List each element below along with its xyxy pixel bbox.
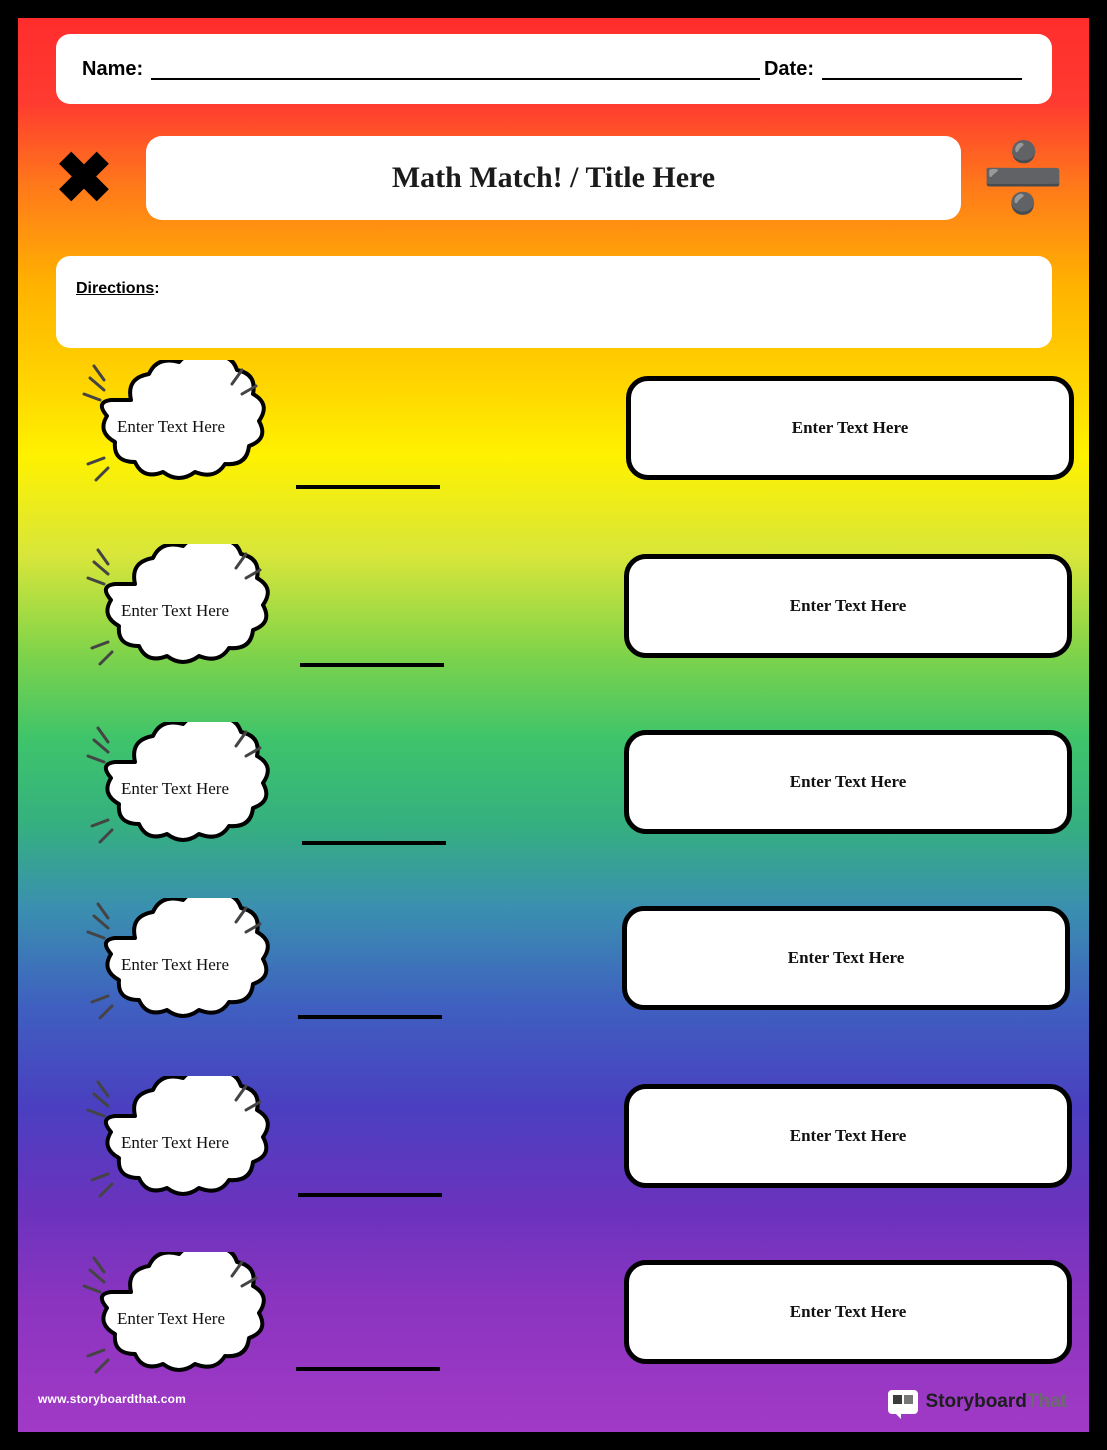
title-field[interactable] — [146, 136, 961, 220]
brand-name-secondary: That — [1026, 1391, 1067, 1412]
match-row — [18, 534, 1089, 710]
match-rows — [18, 358, 1089, 1414]
multiplication-icon: ✖ — [54, 139, 114, 217]
directions-label: Directions — [76, 280, 155, 297]
division-icon: ➗ — [980, 140, 1066, 216]
brand-name-primary: Storyboard — [925, 1391, 1027, 1412]
prompt-text: Enter Text Here — [120, 1133, 229, 1153]
cloud-icon — [76, 360, 266, 495]
name-label: Name: — [82, 57, 144, 80]
cloud-icon — [80, 1076, 270, 1211]
prompt-text: Enter Text Here — [120, 955, 229, 975]
speech-bubble-icon — [888, 1390, 918, 1414]
prompt-text: Enter Text Here — [116, 1309, 225, 1329]
prompt-text: Enter Text Here — [120, 601, 229, 621]
brand-name — [926, 1391, 1067, 1413]
choice-box[interactable] — [622, 906, 1070, 1010]
directions-box[interactable] — [56, 256, 1052, 348]
answer-blank-line[interactable] — [300, 662, 444, 667]
choice-box[interactable] — [624, 554, 1072, 658]
prompt-cloud[interactable] — [80, 1076, 270, 1211]
choice-box[interactable] — [624, 1084, 1072, 1188]
choice-text: Enter Text Here — [789, 1126, 907, 1145]
choice-text: Enter Text Here — [789, 596, 907, 615]
cloud-icon — [80, 898, 270, 1033]
brand-logo — [888, 1390, 1067, 1414]
cloud-icon — [76, 1252, 266, 1387]
worksheet-sheet — [18, 18, 1089, 1432]
prompt-text: Enter Text Here — [116, 417, 225, 437]
prompt-text: Enter Text Here — [120, 779, 229, 799]
title-row — [36, 128, 1071, 228]
prompt-cloud[interactable] — [80, 898, 270, 1033]
answer-blank-line[interactable] — [298, 1192, 442, 1197]
prompt-cloud[interactable] — [76, 360, 266, 495]
choice-box[interactable] — [626, 376, 1074, 480]
choice-text: Enter Text Here — [787, 948, 905, 967]
date-label: Date: — [763, 57, 814, 80]
match-row — [18, 1238, 1089, 1414]
name-date-bar — [56, 34, 1052, 104]
choice-text: Enter Text Here — [789, 1302, 907, 1321]
choice-text: Enter Text Here — [791, 418, 909, 437]
directions-colon: : — [154, 280, 160, 297]
prompt-cloud[interactable] — [80, 722, 270, 857]
cloud-icon — [80, 544, 270, 679]
date-input[interactable] — [822, 58, 1022, 80]
prompt-cloud[interactable] — [76, 1252, 266, 1387]
answer-blank-line[interactable] — [296, 484, 440, 489]
prompt-cloud[interactable] — [80, 544, 270, 679]
choice-text: Enter Text Here — [789, 772, 907, 791]
answer-blank-line[interactable] — [296, 1366, 440, 1371]
choice-box[interactable] — [624, 730, 1072, 834]
match-row — [18, 1062, 1089, 1238]
answer-blank-line[interactable] — [298, 1014, 442, 1019]
footer-url[interactable]: www.storyboardthat.com — [38, 1392, 186, 1406]
match-row — [18, 710, 1089, 886]
cloud-icon — [80, 722, 270, 857]
name-input[interactable] — [151, 58, 760, 80]
page-title: Math Match! / Title Here — [391, 161, 716, 194]
match-row — [18, 886, 1089, 1062]
answer-blank-line[interactable] — [302, 840, 446, 845]
choice-box[interactable] — [624, 1260, 1072, 1364]
match-row — [18, 358, 1089, 534]
